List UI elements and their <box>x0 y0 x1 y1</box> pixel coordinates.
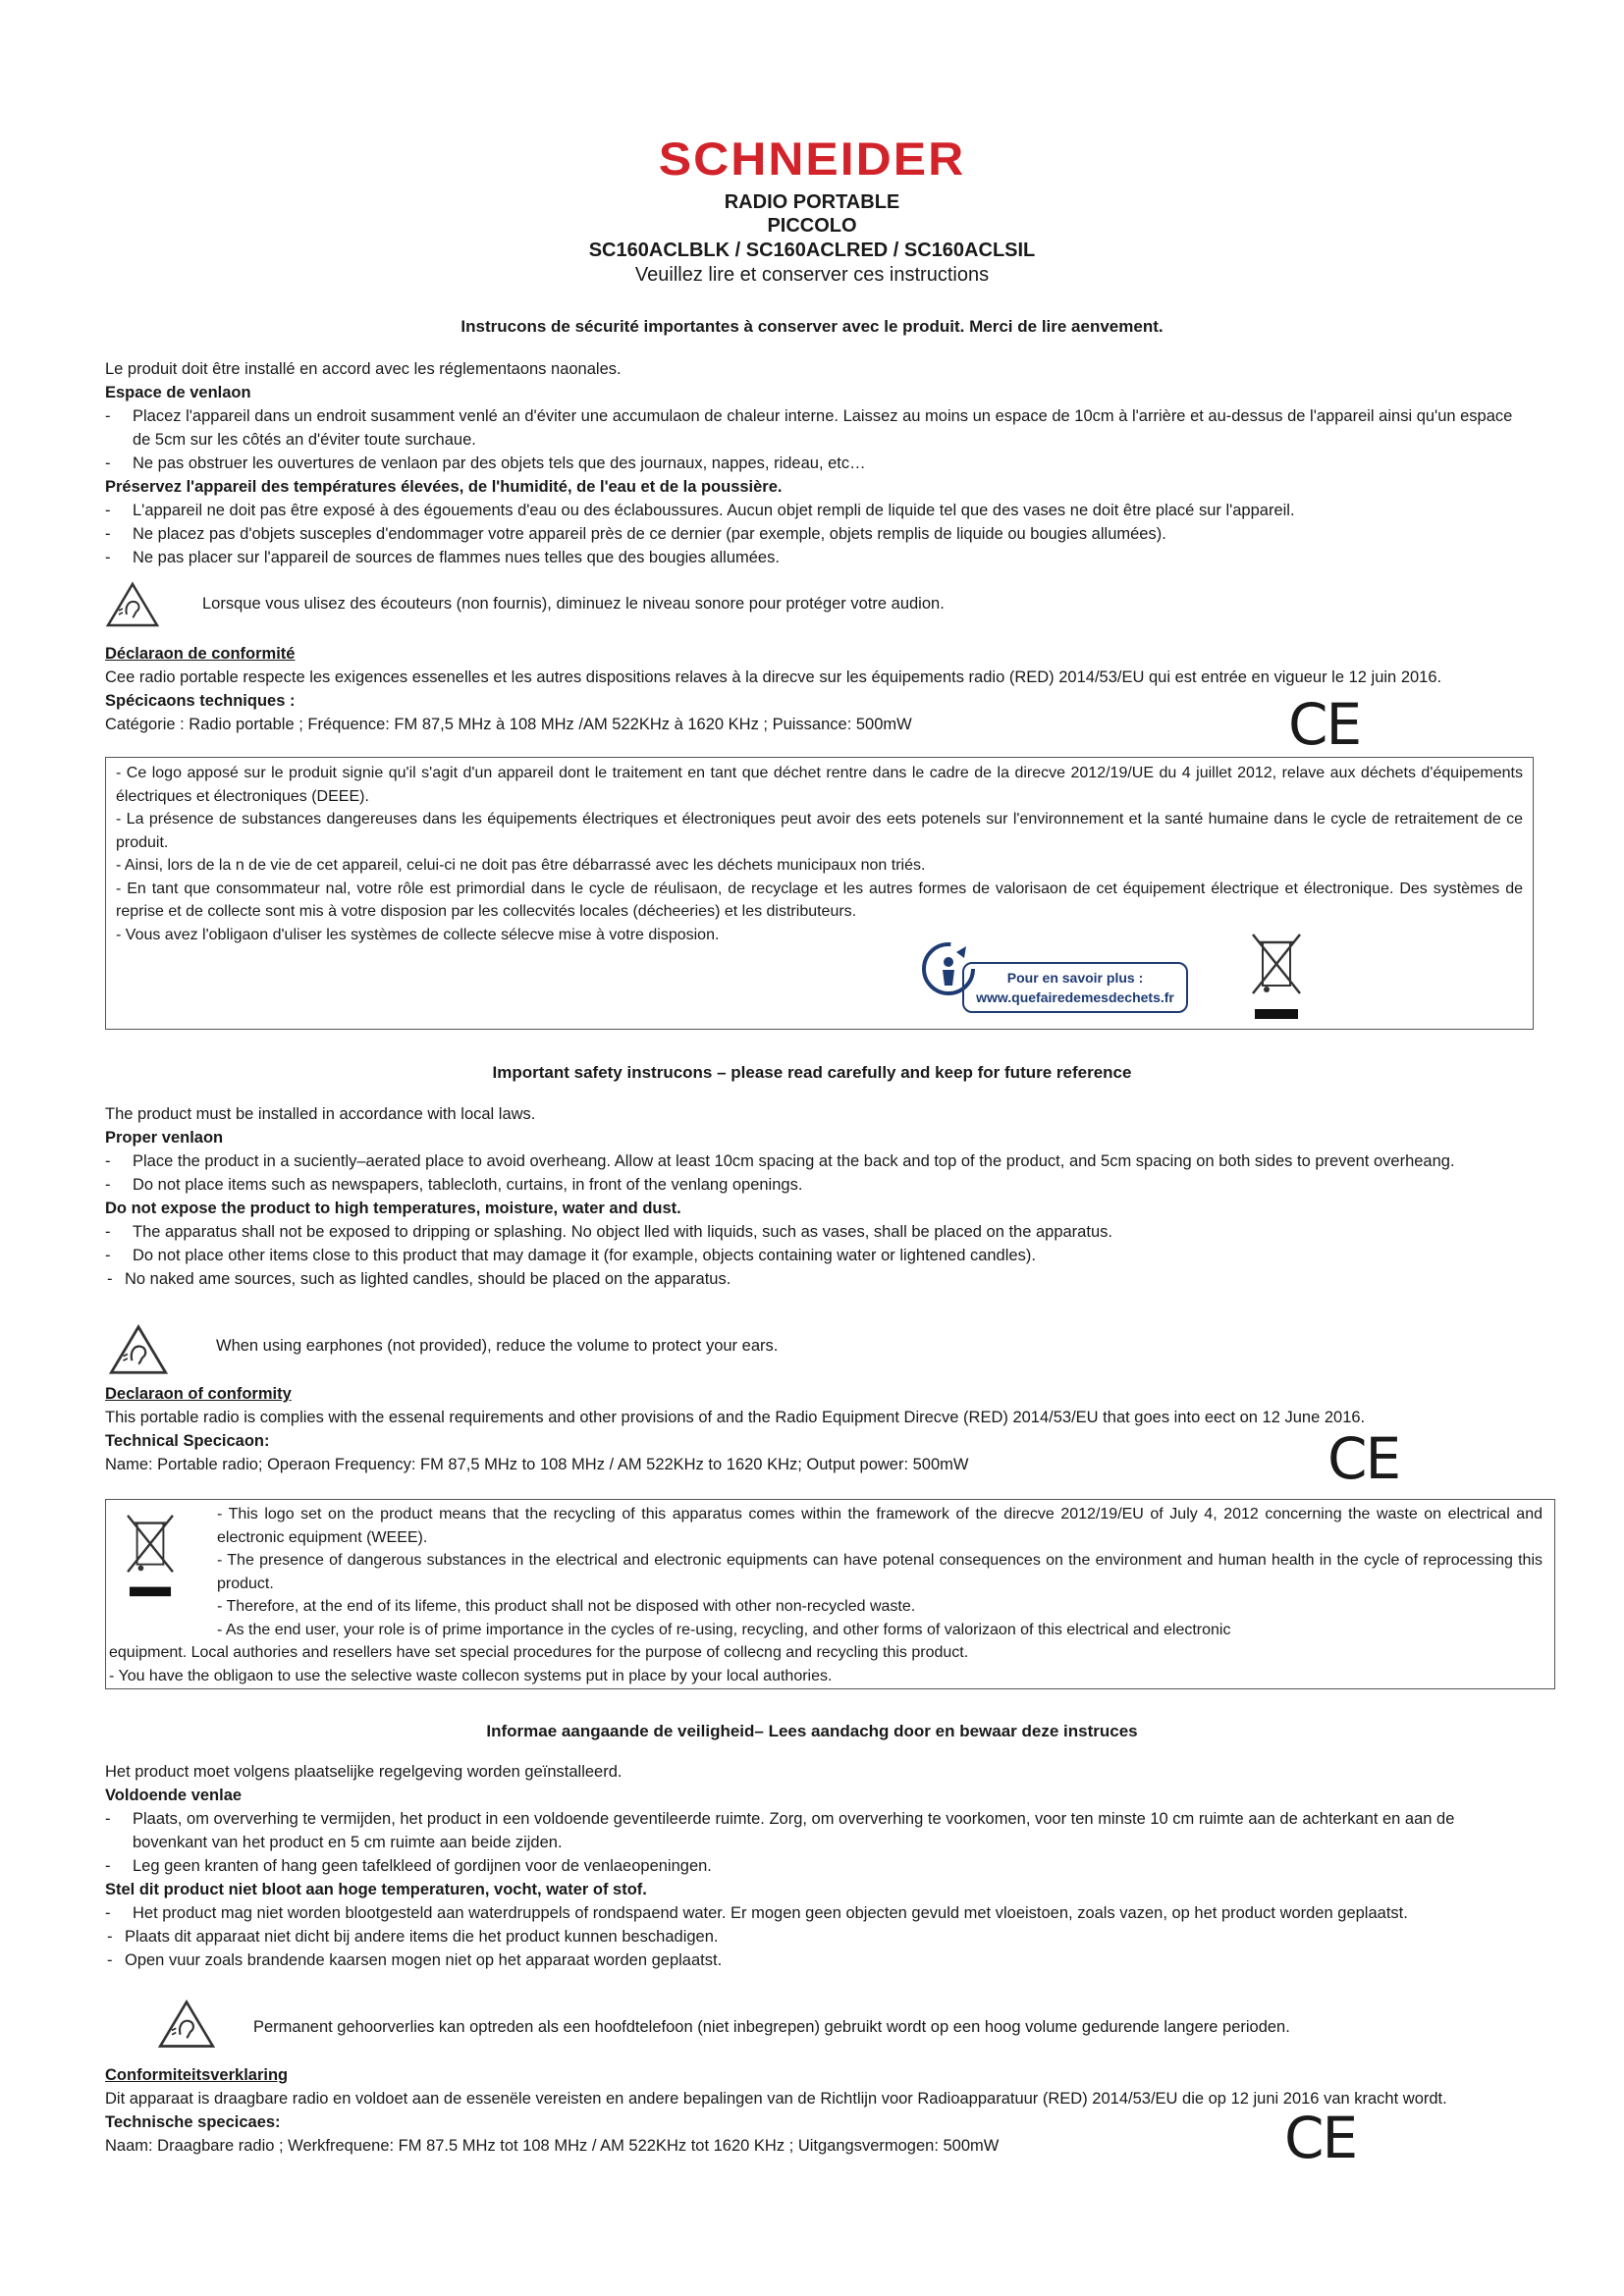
en-section <box>105 1102 1524 1291</box>
crossed-bin-icon <box>126 1514 175 1600</box>
fr-declaration-text: Cee radio portable respecte les exigences essenelles et les autres dispositions relaves à la direcve sur les équipements radio (RED) 2014/53/EU qui est entrée en vigueur le 12 juin 2016. <box>105 668 1442 686</box>
hearing-warning-icon <box>105 581 160 628</box>
nl-section <box>105 1760 1524 1972</box>
fr-section-title: Instrucons de sécurité importantes à conserver avec le produit. Merci de lire aenvement. <box>460 317 1164 336</box>
en-weee-box <box>105 1499 1555 1689</box>
en-ventilation-item: - Do not place items such as newspapers, tablecloth, curtains, in front of the venlang openings. <box>105 1173 1524 1197</box>
ce-mark: CE <box>1327 1425 1400 1492</box>
en-section-title: Important safety instrucons – please read carefully and keep for future reference <box>492 1063 1132 1082</box>
nl-heat-heading: Stel dit product niet bloot aan hoge temperaturen, vocht, water of stof. <box>105 1881 647 1898</box>
en-declaration-text: This portable radio is complies with the essenal requirements and other provisions of and the Radio Equipment Direcve (RED) 2014/53/EU that goes into eect on 12 June 2016. <box>105 1409 1366 1426</box>
hearing-warning-icon <box>108 1323 169 1376</box>
fr-earphone-warning: Lorsque vous ulisez des écouteurs (non fournis), diminuez le niveau sonore pour protéger votre audion. <box>202 595 945 613</box>
nl-heat-item: - Plaats dit apparaat niet dicht bij andere items die het product kunnen beschadigen. <box>105 1925 1524 1949</box>
crossed-bin-icon <box>1251 933 1302 1023</box>
en-heat-item: - The apparatus shall not be exposed to dripping or splashing. No object lled with liquids, such as vases, shall be placed on the apparatus. <box>105 1220 1524 1244</box>
nl-section-title: Informae aangaande de veiligheid– Lees aandachg door en bewaar deze instruces <box>486 1722 1138 1740</box>
nl-heat-item: - Open vuur zoals brandende kaarsen mogen niet op het apparaat worden geplaatst. <box>105 1949 1524 1972</box>
svg-text:SCHNEIDER: SCHNEIDER <box>658 135 966 183</box>
en-weee-text: - You have the obligaon to use the selective waste collecon systems put in place by your local authories. <box>109 1667 833 1684</box>
en-declaration-heading: Declaraon of conformity <box>105 1385 292 1403</box>
en-spec-heading: Technical Specicaon: <box>105 1432 270 1450</box>
ce-mark: CE <box>1284 2105 1357 2171</box>
nl-earphone-warning: Permanent gehoorverlies kan optreden als een hoofdtelefoon (niet inbegrepen) gebruikt wordt op een hoog volume gedurende langere perioden. <box>253 2018 1290 2036</box>
en-weee-text: equipment. Local authories and resellers have set special procedures for the purpose of collecng and recycling this product. <box>109 1644 969 1661</box>
en-conformity <box>105 1382 1524 1476</box>
hearing-warning-icon <box>157 1999 216 2050</box>
nl-declaration-text: Dit apparaat is draagbare radio en voldoet aan de essenële vereisten en andere bepalingen van de Richtlijn voor Radioapparatuur (RED) 2014/53/EU die op 12 juni 2016 van kracht wordt. <box>105 2090 1447 2108</box>
fr-heat-item: - Ne placez pas d'objets susceples d'endommager votre appareil près de ce dernier (par exemple, objets remplis de liquide ou bougies allumées). <box>105 522 1524 546</box>
fr-section <box>105 357 1524 569</box>
fr-weee-text: - Vous avez l'obligaon d'uliser les systèmes de collecte sélecve mise à votre disposion. <box>116 926 720 943</box>
fr-weee-text: - La présence de substances dangereuses dans les équipements électriques et électroniques peut avoir des eets potenels sur l'environnement et la santé humaine dans le cycle de retraitement de ce produit. <box>116 811 1523 851</box>
product-name: PICCOLO <box>767 215 857 237</box>
en-weee-text: - As the end user, your role is of prime importance in the cycles of re-using, recycling, and other forms of valorizaon of this electrical and electronic <box>217 1621 1231 1638</box>
nl-ventilation-item: - Plaats, om oververhing te vermijden, het product in een voldoende geventileerde ruimte. Zorg, om oververhing te voorkomen, voor ten minste 10 cm ruimte aan de achterkant en aan de bovenkant van het product en 5 cm ruimte aan beide zijden. <box>105 1807 1524 1854</box>
fr-heat-item: - L'appareil ne doit pas être exposé à des égouements d'eau ou des éclaboussures. Aucun objet rempli de liquide tel que des vases ne doit être placé sur l'appareil. <box>105 499 1524 522</box>
fr-heat-heading: Préservez l'appareil des températures élevées, de l'humidité, de l'eau et de la poussière. <box>105 478 783 496</box>
fr-weee-text: - Ainsi, lors de la n de vie de cet appareil, celui-ci ne doit pas être débarrassé avec les déchets municipaux non triés. <box>116 857 926 874</box>
fr-weee-box <box>105 757 1534 1030</box>
en-weee-text: - This logo set on the product means that the recycling of this apparatus comes within the framework of the direcve 2012/19/EU of July 4, 2012 concerning the waste on electrical and electronic equipment (WEEE). <box>217 1506 1543 1546</box>
fr-declaration-heading: Déclaraon de conformité <box>105 645 296 663</box>
brand-logo-wrap <box>0 135 1624 187</box>
fr-ventilation-item: - Ne pas obstruer les ouvertures de venlaon par des objets tels que des journaux, nappes, rideau, etc… <box>105 452 1524 475</box>
en-intro: The product must be installed in accordance with local laws. <box>105 1105 536 1123</box>
fr-weee-text: - Ce logo apposé sur le produit signie qu'il s'agit d'un appareil dont le traitement en tant que déchet rentre dans le cadre de la direcve 2012/19/UE du 4 juillet 2012, relave aux déchets d'équipements électriques et électroniques (DEEE). <box>116 765 1523 805</box>
fr-intro: Le produit doit être installé en accord avec les réglementaons naonales. <box>105 360 622 378</box>
en-weee-text: - Therefore, at the end of its lifeme, this product shall not be disposed with other non-recycled waste. <box>217 1598 916 1615</box>
fr-heat-item: - Ne pas placer sur l'appareil de sources de flammes nues telles que des bougies allumées. <box>105 546 1524 569</box>
en-ventilation-heading: Proper venlaon <box>105 1129 224 1147</box>
nl-intro: Het product moet volgens plaatselijke regelgeving worden geïnstalleerd. <box>105 1763 623 1781</box>
ce-mark: CE <box>1288 691 1361 758</box>
model-numbers: SC160ACLBLK / SC160ACLRED / SC160ACLSIL <box>588 240 1036 261</box>
product-type: RADIO PORTABLE <box>724 191 900 213</box>
en-weee-text: - The presence of dangerous substances in the electrical and electronic equipments can have potenal consequences on the environment and human health in the cycle of reprocessing this product. <box>217 1552 1543 1592</box>
en-earphone-warning: When using earphones (not provided), reduce the volume to protect your ears. <box>216 1337 779 1355</box>
nl-heat-item: - Het product mag niet worden blootgesteld aan waterdruppels of rondspaend water. Er mogen geen objecten gevuld met vloeistoen, zoals vazen, op het product worden geplaatst. <box>105 1901 1524 1925</box>
fr-weee-text: - En tant que consommateur nal, votre rôle est primordial dans le cycle de réulisaon, de recyclage et les autres formes de valorisaon de cet équipement électrique et électronique. Des systèmes de reprise et de collecte sont mis à votre disposion par les collecvités locales (décheeries) et les distributeurs. <box>116 880 1523 920</box>
triman-label: Pour en savoir plus : <box>1006 970 1144 986</box>
nl-ventilation-heading: Voldoende venlae <box>105 1787 243 1804</box>
en-ventilation-item: - Place the product in a suciently–aerated place to avoid overheang. Allow at least 10cm spacing at the back and top of the product, and 5cm spacing on both sides to prevent overheang. <box>105 1149 1524 1173</box>
nl-spec-heading: Technische specicaes: <box>105 2113 281 2131</box>
en-heat-item: - Do not place other items close to this product that may damage it (for example, objects containing water or lightened candles). <box>105 1244 1524 1267</box>
fr-spec-text: Catégorie : Radio portable ; Fréquence: FM 87,5 MHz à 108 MHz /AM 522KHz à 1620 KHz ; Puissance: 500mW <box>105 716 912 733</box>
triman-url: www.quefairedemesdechets.fr <box>976 989 1174 1005</box>
fr-spec-heading: Spécicaons techniques : <box>105 692 296 710</box>
schneider-logo <box>616 135 1008 183</box>
en-heat-heading: Do not expose the product to high temperatures, moisture, water and dust. <box>105 1200 681 1217</box>
nl-spec-text: Naam: Draagbare radio ; Werkfrequene: FM 87.5 MHz tot 108 MHz / AM 522KHz tot 1620 KHz ; Uitgangsvermogen: 500mW <box>105 2137 1000 2155</box>
en-heat-item: - No naked ame sources, such as lighted candles, should be placed on the apparatus. <box>105 1267 1524 1291</box>
read-instructions: Veuillez lire et conserver ces instructions <box>634 264 990 286</box>
fr-ventilation-item: - Placez l'appareil dans un endroit susamment venlé an d'éviter une accumulaon de chaleur interne. Laissez au moins un espace de 10cm à l'arrière et au-dessus de l'appareil ainsi qu'un espace de 5cm sur les côtés an d'éviter toute surchaue. <box>105 404 1524 452</box>
en-spec-text: Name: Portable radio; Operaon Frequency: FM 87,5 MHz to 108 MHz / AM 522KHz to 1620 KHz; Output power: 500mW <box>105 1456 969 1473</box>
triman-logo <box>921 931 1206 1024</box>
nl-ventilation-item: - Leg geen kranten of hang geen tafelkleed of gordijnen voor de venlaeopeningen. <box>105 1854 1524 1878</box>
fr-ventilation-heading: Espace de venlaon <box>105 384 251 401</box>
nl-declaration-heading: Conformiteitsverklaring <box>105 2066 289 2084</box>
